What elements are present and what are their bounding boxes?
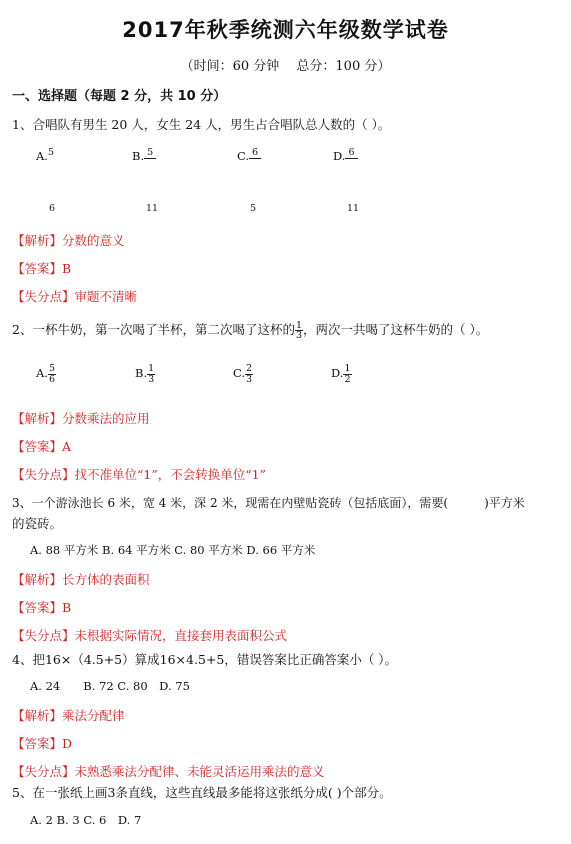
question-1: 1、合唱队有男生 20 人，女生 24 人，男生占合唱队总人数的（ ）。 (12, 117, 391, 132)
question-3-line-1: 3、一个游泳池长 6 米，宽 4 米，深 2 米，现需在内壁贴瓷砖（包括底面），需要( )平方米 (12, 496, 525, 510)
q1-option-a-denominator: 6 (49, 203, 56, 214)
page-title: 2017年秋季统测六年级数学试卷 (122, 18, 449, 42)
q3-lost-points: 【失分点】未根据实际情况，直接套用表面积公式 (12, 628, 288, 643)
q2-answer: 【答案】A (12, 439, 72, 454)
q1-option-b-denominator: 11 (146, 203, 159, 214)
q1-option-c-denominator: 5 (250, 203, 257, 214)
q1-analysis: 【解析】分数的意义 (12, 233, 125, 248)
q2-inline-fraction: $\frac{1}{3}$ (295, 319, 303, 341)
q5-options: A. 2 B. 3 C. 6 D. 7 (30, 813, 142, 827)
exam-subtitle: （时间：60 分钟 总分：100 分） (180, 59, 391, 74)
question-5: 5、在一张纸上画3条直线，这些直线最多能将这张纸分成( )个部分。 (12, 785, 392, 800)
q3-analysis: 【解析】长方体的表面积 (12, 572, 150, 587)
q1-option-a: A.$^5$ (36, 147, 55, 163)
q1-lost-points: 【失分点】审题不清晰 (12, 289, 138, 304)
q1-option-c: C. $^6$ (237, 147, 261, 163)
q2-option-b: B. $\frac{1}{3}$ (135, 363, 155, 385)
q1-option-d-denominator: 11 (347, 203, 360, 214)
q3-answer: 【答案】B (12, 600, 72, 615)
question-4: 4、把16×（4.5+5）算成16×4.5+5，错误答案比正确答案小（ ）。 (12, 652, 398, 667)
question-3-line-2: 的瓷砖。 (12, 516, 63, 531)
q1-option-b: B. $^5$ (132, 147, 156, 163)
q3-options: A. 88 平方米 B. 64 平方米 C. 80 平方米 D. 66 平方米 (30, 543, 316, 557)
q4-analysis: 【解析】乘法分配律 (12, 708, 125, 723)
section-heading: 一、选择题（每题 2 分，共 10 分） (12, 89, 227, 104)
q1-option-d: D. $^6$ (333, 147, 358, 163)
q2-option-d: D. $\frac{1}{2}$ (331, 363, 351, 385)
question-2: 2、一杯牛奶，第一次喝了半杯，第二次喝了这杯的 $\frac{1}{3}$ ，两次一共喝了这杯牛奶的（ ）。 (12, 319, 489, 341)
q4-options: A. 24 B. 72 C. 80 D. 75 (30, 679, 190, 693)
q2-analysis: 【解析】分数乘法的应用 (12, 411, 150, 426)
q2-option-c: C. $\frac{2}{3}$ (233, 363, 253, 385)
q2-lost-points: 【失分点】找不准单位“1”，不会转换单位“1” (12, 467, 266, 482)
q4-lost-points: 【失分点】未熟悉乘法分配律、未能灵活运用乘法的意义 (12, 764, 325, 779)
q2-option-a: A. $\frac{5}{6}$ (36, 363, 56, 385)
q1-answer: 【答案】B (12, 261, 72, 276)
q4-answer: 【答案】D (12, 736, 73, 751)
